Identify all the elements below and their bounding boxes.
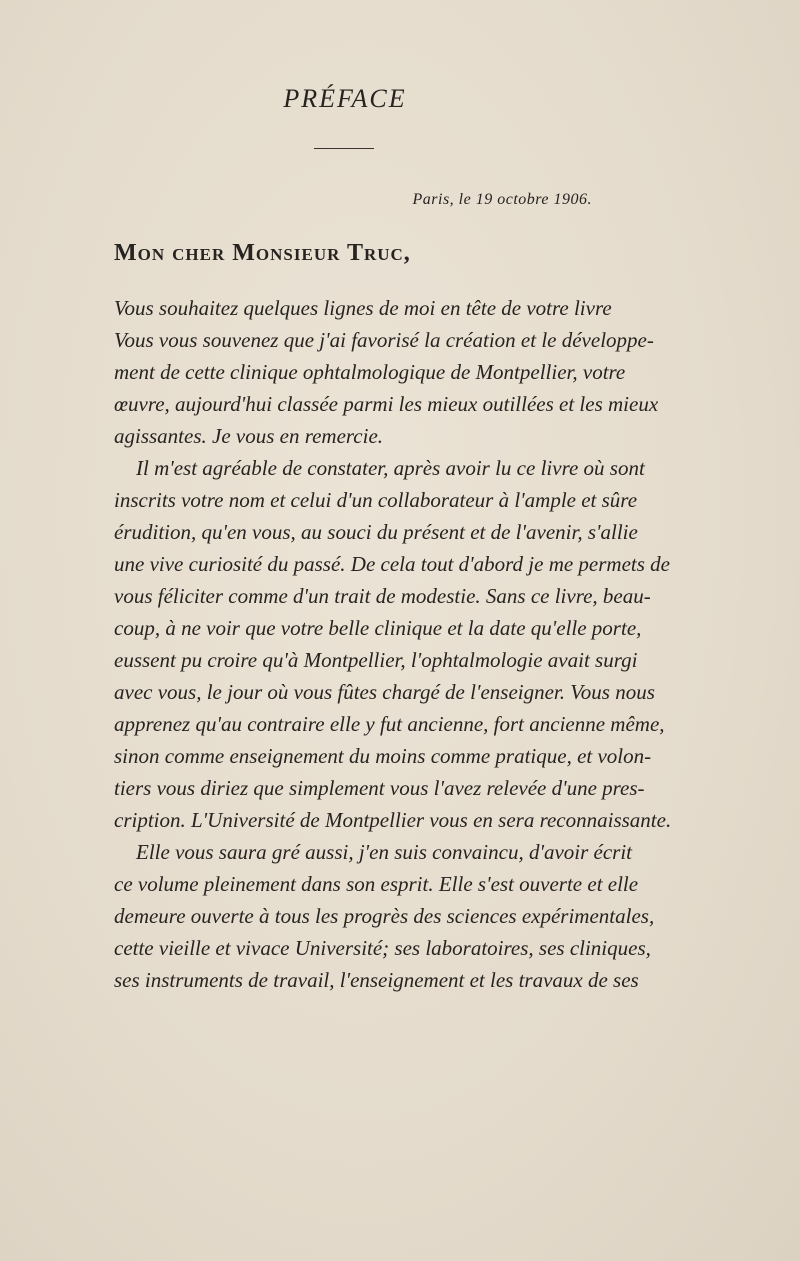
- text-line: apprenez qu'au contraire elle y fut ancienne, fort ancienne même,: [114, 712, 665, 736]
- text-line: cription. L'Université de Montpellier vous en sera reconnaissante.: [114, 808, 672, 832]
- letter-body: [114, 292, 672, 996]
- text-line: cette vieille et vivace Université; ses laboratoires, ses cliniques,: [114, 936, 651, 960]
- text-line: agissantes. Je vous en remercie.: [114, 424, 384, 448]
- text-line: ses instruments de travail, l'enseignement et les travaux de ses: [114, 968, 639, 992]
- text-line: tiers vous diriez que simplement vous l'avez relevée d'une pres-: [114, 776, 645, 800]
- text-line: œuvre, aujourd'hui classée parmi les mieux outillées et les mieux: [114, 392, 659, 416]
- text-line: érudition, qu'en vous, au souci du présent et de l'avenir, s'allie: [114, 520, 638, 544]
- text-line: vous féliciter comme d'un trait de modestie. Sans ce livre, beau-: [114, 584, 651, 608]
- title-rule: [314, 148, 374, 149]
- text-line: Elle vous saura gré aussi, j'en suis convaincu, d'avoir écrit: [136, 840, 633, 864]
- text-line: Vous vous souvenez que j'ai favorisé la création et le développe-: [114, 328, 654, 352]
- text-line: Il m'est agréable de constater, après avoir lu ce livre où sont: [136, 456, 645, 480]
- text-line: Vous souhaitez quelques lignes de moi en tête de votre livre: [114, 296, 612, 320]
- salutation: Mon cher Monsieur Truc,: [114, 240, 411, 266]
- text-line: avec vous, le jour où vous fûtes chargé de l'enseigner. Vous nous: [114, 680, 655, 704]
- page-title: PRÉFACE: [283, 84, 407, 113]
- text-line: eussent pu croire qu'à Montpellier, l'ophtalmologie avait surgi: [114, 648, 638, 672]
- text-line: ce volume pleinement dans son esprit. Elle s'est ouverte et elle: [114, 872, 639, 896]
- text-line: ment de cette clinique ophtalmologique de Montpellier, votre: [114, 360, 626, 384]
- text-line: sinon comme enseignement du moins comme pratique, et volon-: [114, 744, 652, 768]
- text-line: demeure ouverte à tous les progrès des sciences expérimentales,: [114, 904, 655, 928]
- text-line: coup, à ne voir que votre belle clinique et la date qu'elle porte,: [114, 616, 642, 640]
- text-line: inscrits votre nom et celui d'un collaborateur à l'ample et sûre: [114, 488, 638, 512]
- dateline: Paris, le 19 octobre 1906.: [412, 191, 592, 208]
- text-line: une vive curiosité du passé. De cela tout d'abord je me permets de: [114, 552, 670, 576]
